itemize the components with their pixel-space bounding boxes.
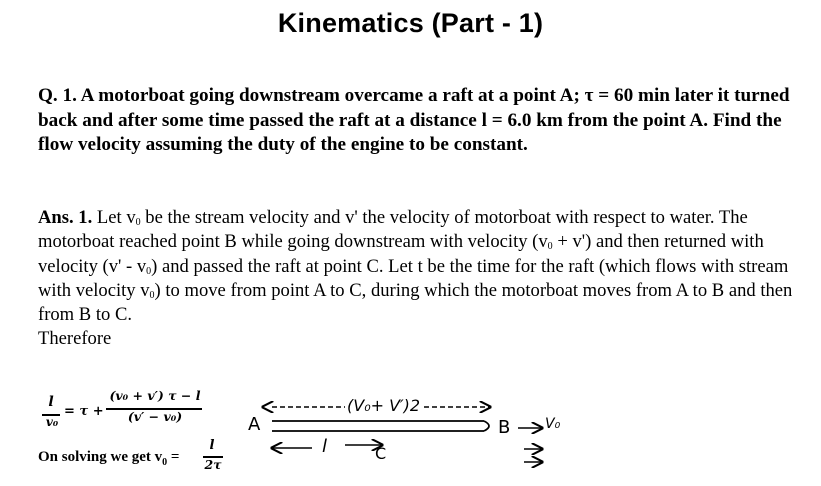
eq-lhs-denominator: v₀ [45, 415, 59, 429]
page-title: Kinematics (Part - 1) [277, 8, 544, 38]
answer-text-4: ) and passed the raft at point C. Let t be the time for the raft (which flows with stream with velocity v [38, 255, 789, 301]
answer-text-3: + v') and then returned with velocity (v' - v [38, 231, 764, 277]
eq-middle: = τ + [64, 404, 104, 419]
answer-text-1: Let v [96, 207, 136, 228]
subscript-zero: 0 [135, 217, 141, 228]
top-velocity-label: (V₀+ V′)2 [347, 396, 421, 415]
turnaround-curve [484, 421, 489, 431]
point-b-label: B [498, 417, 511, 438]
point-c-label: C [375, 444, 387, 463]
distance-l-label: l [322, 436, 328, 457]
solving-subscript: 0 [162, 457, 168, 468]
answer-label: Ans. 1. [38, 207, 93, 228]
eq-rhs-numerator: (v₀ + v′) τ − l [109, 388, 201, 403]
question-text: A motorboat going downstream overcame a raft at a point A; τ = 60 min later it turned back and after some time passed the raft at a distance l = 6.0 km from the point A. Find the flow velocity assuming the duty of the engine to be constant. [38, 85, 790, 155]
result-denominator: 2τ [204, 457, 222, 472]
eq-rhs-denominator: (v′ − v₀) [127, 409, 183, 424]
subscript-zero: 0 [547, 241, 553, 253]
answer-text-2: be the stream velocity and v' the velocity of motorboat with respect to water. The motorboat reached point B while going downstream with velocity (v [38, 207, 748, 253]
solving-text: On solving we get v [38, 449, 163, 465]
point-a-label: A [248, 414, 261, 435]
question-label: Q. 1. [38, 85, 77, 106]
therefore-text: Therefore [38, 328, 112, 350]
subscript-zero: 0 [149, 289, 155, 301]
solving-equals: = [170, 449, 180, 465]
subscript-zero: 0 [146, 265, 152, 277]
answer-text-5: ) to move from point A to C, during which the motorboat moves from A to B and then from B to C. [38, 279, 793, 326]
result-numerator: l [209, 438, 215, 453]
eq-lhs-numerator: l [48, 394, 54, 410]
stream-velocity-label: V₀ [545, 416, 561, 432]
